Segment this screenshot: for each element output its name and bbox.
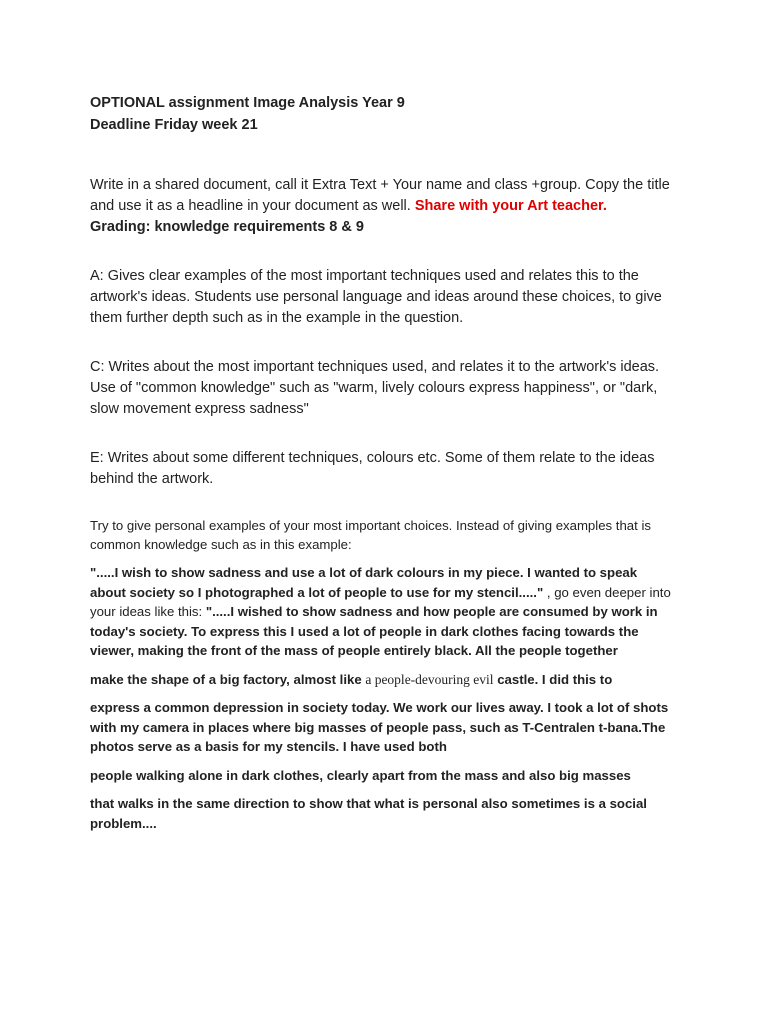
criterion-e: E: Writes about some different techniques, colours etc. Some of them relate to the ideas behind the artwork. [90,450,655,487]
example-quote-personal: ".....I wished to show sadness and how people are consumed by work in today's society. To express this I used a lot of people in dark clothes facing towards the viewer, making the front of the mass of people entirely black. All the people together [90,604,658,658]
intro-text: Write in a shared document, call it Extra Text + Your name and class +group. Copy the title and use it as a headline in your document as well. [90,177,670,214]
document-title: OPTIONAL assignment Image Analysis Year 9 [90,95,405,111]
example-line-factory-start: make the shape of a big factory, almost like [90,671,366,687]
example-line-factory-end: castle. I did this to [493,671,613,687]
intro-paragraph [90,175,675,217]
example-quote-common: ".....I wish to show sadness and use a lot of dark colours in my piece. I wanted to speak about society so I photographed a lot of people to use for my stencil....." [90,565,638,600]
example-paragraph-social: that walks in the same direction to show that what is personal also sometimes is a social problem.... [90,796,647,831]
example-line-factory-serif: a people-devouring evil [365,671,494,687]
criterion-c: C: Writes about the most important techniques used, and relates it to the artwork's ideas. Use of "common knowledge" such as "warm, lively colours express happiness", or "dark, slow movement express sadness" [90,359,660,417]
deadline-heading: Deadline Friday week 21 [90,117,258,133]
example-line-factory [90,670,675,690]
document-page [90,92,675,833]
example-quote-paragraph [90,563,675,661]
share-instruction: Share with your Art teacher. [414,198,607,214]
example-paragraph-depression: express a common depression in society today. We work our lives away. I took a lot of shots with my camera in places where big masses of people pass, such as T-Centralen t-bana.The photos serve as a basis for my stencils. I have used both [90,700,669,754]
example-paragraph-walking: people walking alone in dark clothes, clearly apart from the mass and also big masses [90,767,631,783]
grading-heading: Grading: knowledge requirements 8 & 9 [90,219,364,235]
criterion-a: A: Gives clear examples of the most important techniques used and relates this to the artwork's ideas. Students use personal language and ideas around these choices, to give them further depth such as in the example in the question. [90,268,662,326]
example-connector: , go even deeper into your ideas like this: [90,584,671,619]
example-lead: Try to give personal examples of your most important choices. Instead of giving examples that is common knowledge such as in this example: [90,518,651,552]
